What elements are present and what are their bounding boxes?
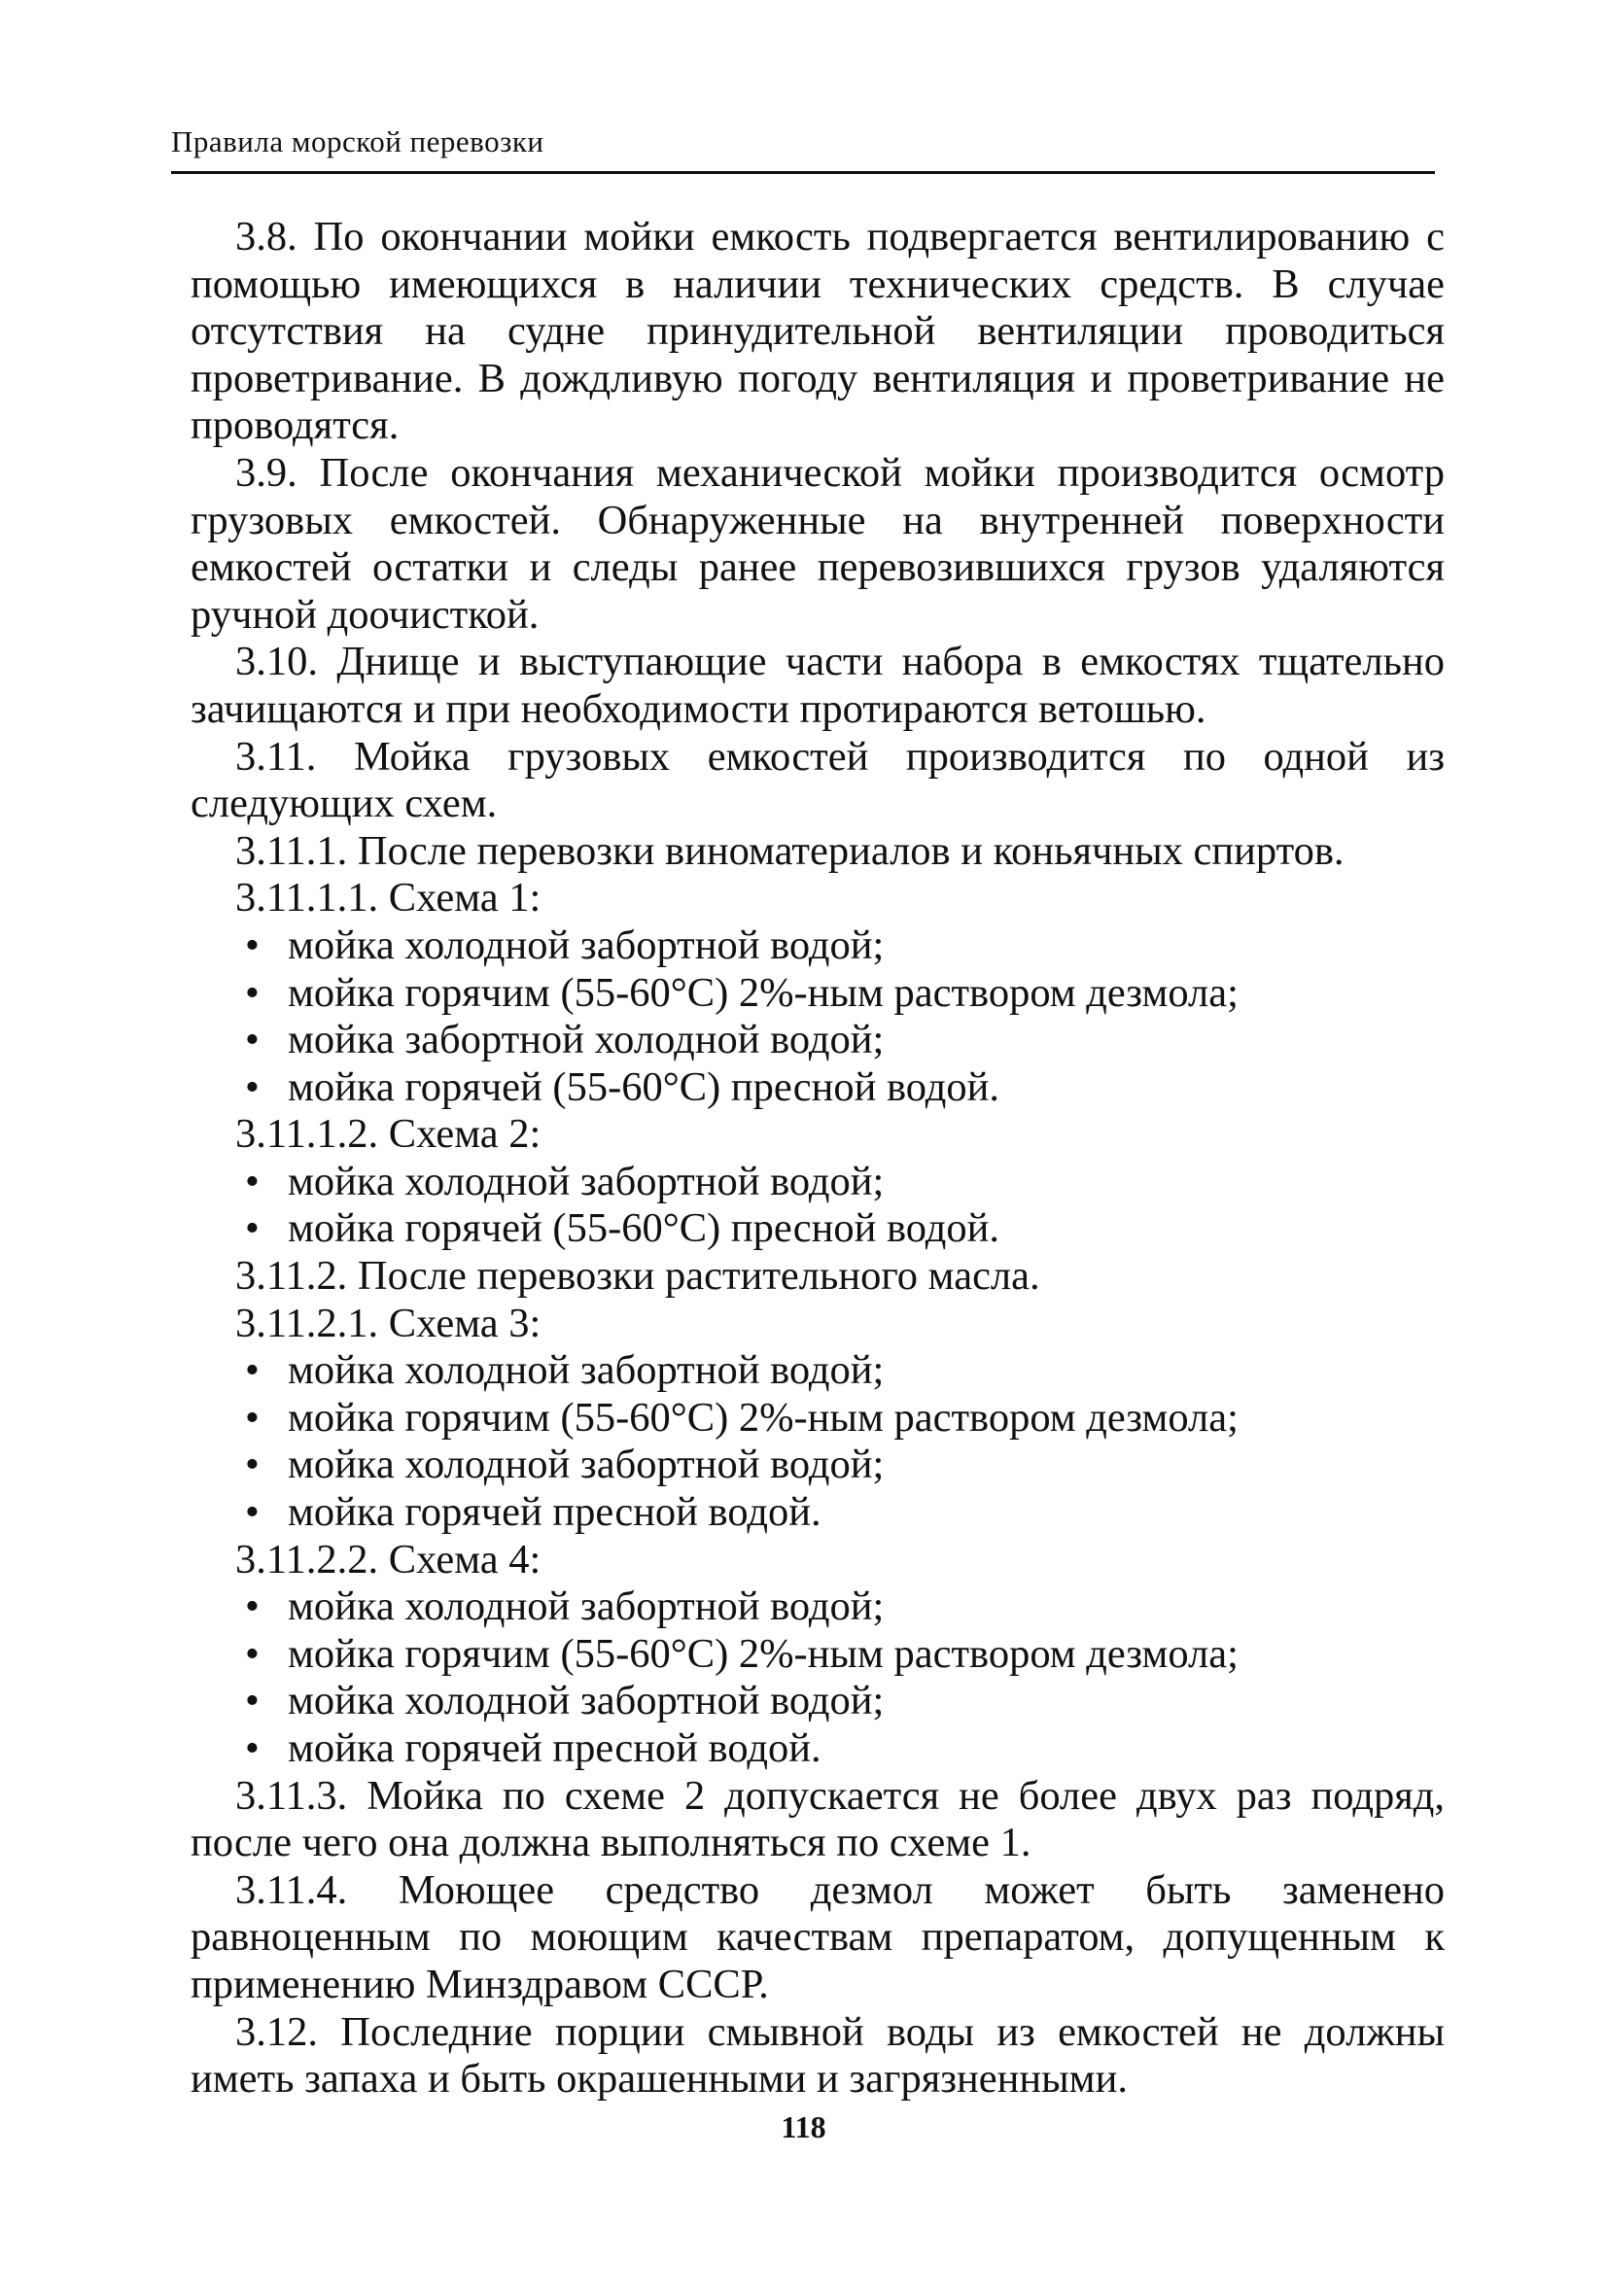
paragraph-3-12: 3.12. Последние порции смывной воды из емкостей не должны иметь запаха и быть окрашенными и загрязненными. [191,2008,1445,2103]
paragraph-3-8: 3.8. По окончании мойки емкость подвергается вентилированию с помощью имеющихся в наличии технических средств. В случае отсутствия на судне принудительной вентиляции проводиться проветривание. В дождливую погоду вентиляция и проветривание не проводятся. [191,214,1445,449]
list-item: • мойка горячей пресной водой. [191,1489,1445,1537]
scheme-4-heading: 3.11.2.2. Схема 4: [235,1536,541,1583]
paragraph-3-11-4: 3.11.4. Моющее средство дезмол может быть заменено равноценным по моющим качествам препаратом, допущенным к применению Минздравом СССР. [191,1866,1445,2007]
page-body [191,214,1445,2104]
paragraph-3-11: 3.11. Мойка грузовых емкостей производится по одной из следующих схем. [191,733,1445,827]
scheme-1-heading: 3.11.1.1. Схема 1: [235,875,541,922]
scheme-2-heading: 3.11.1.2. Схема 2: [235,1111,541,1158]
scheme-3-heading: 3.11.2.1. Схема 3: [235,1300,541,1346]
header-rule [171,171,1435,174]
list-item: • мойка забортной холодной водой; [191,1017,1445,1064]
list-item: • мойка холодной забортной водой; [191,1678,1445,1725]
subheading-3-11-1: 3.11.1. После перевозки виноматериалов и коньячных спиртов. [235,827,1345,874]
list-item: • мойка горячим (55-60°С) 2%-ным раствором дезмола; [191,1395,1445,1443]
list-item: • мойка холодной забортной водой; [191,1347,1445,1395]
running-header: Правила морской перевозки [171,124,544,158]
list-item: • мойка холодной забортной водой; [191,1159,1445,1206]
subheading-3-11-2: 3.11.2. После перевозки растительного масла. [235,1253,1040,1300]
list-item: • мойка горячим (55-60°С) 2%-ным раствором дезмола; [191,1631,1445,1679]
list-item: • мойка холодной забортной водой; [191,922,1445,970]
list-item: • мойка горячей (55-60°С) пресной водой. [191,1205,1445,1253]
paragraph-3-9: 3.9. После окончания механической мойки производится осмотр грузовых емкостей. Обнаруженные на внутренней поверхности емкостей остатки и следы ранее перевозившихся грузов удаляются ручной доочисткой. [191,449,1445,638]
page-number: 118 [781,2109,826,2144]
list-item: • мойка горячей (55-60°С) пресной водой. [191,1064,1445,1112]
list-item: • мойка горячей пресной водой. [191,1725,1445,1773]
list-item: • мойка холодной забортной водой; [191,1583,1445,1631]
list-item: • мойка горячим (55-60°С) 2%-ным раствором дезмола; [191,970,1445,1018]
list-item: • мойка холодной забортной водой; [191,1442,1445,1489]
paragraph-3-11-3: 3.11.3. Мойка по схеме 2 допускается не более двух раз подряд, после чего она должна выполняться по схеме 1. [191,1772,1445,1866]
paragraph-3-10: 3.10. Днище и выступающие части набора в емкостях тщательно зачищаются и при необходимости протираются ветошью. [191,639,1445,732]
